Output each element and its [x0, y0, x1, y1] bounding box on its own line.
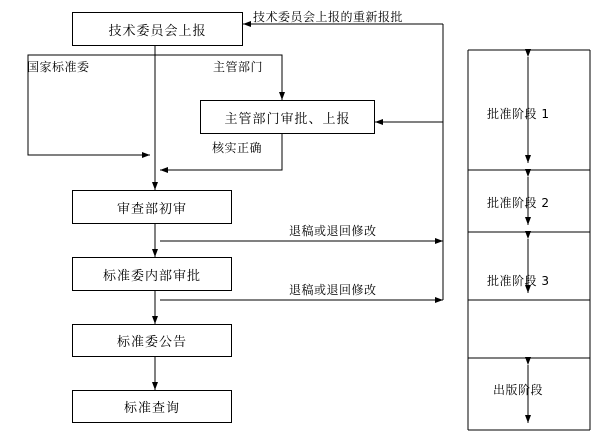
- edge-label-resubmission: 技术委员会上报的重新报批: [253, 10, 404, 24]
- node-label: 审查部初审: [116, 201, 187, 217]
- node-label: 技术委员会上报: [108, 23, 207, 39]
- node-label: 标准委内部审批: [102, 268, 201, 284]
- edge-label-reject-or-return-1: 退稿或退回修改: [289, 224, 377, 238]
- node-technical-committee-report[interactable]: [72, 12, 243, 46]
- edge-label-reject-or-return-2: 退稿或退回修改: [289, 283, 377, 297]
- stage-label-publication: 出版阶段: [493, 383, 544, 397]
- node-standards-committee-internal-approval[interactable]: [72, 257, 232, 291]
- node-standard-query[interactable]: [72, 390, 232, 423]
- edge-label-verified-correct: 核实正确: [212, 141, 263, 155]
- node-label: 主管部门审批、上报: [224, 111, 351, 127]
- stage-label-approval-2: 批准阶段 2: [487, 196, 550, 210]
- stage-label-approval-3: 批准阶段 3: [487, 274, 550, 288]
- node-label: 标准查询: [123, 401, 180, 416]
- node-standards-committee-announcement[interactable]: [72, 324, 232, 357]
- node-label: 标准委公告: [116, 335, 187, 350]
- stage-label-approval-1: 批准阶段 1: [487, 107, 550, 121]
- node-department-approval-report[interactable]: [200, 100, 375, 134]
- edge-label-competent-department: 主管部门: [213, 60, 264, 74]
- edge-label-national-standards-committee: 国家标准委: [27, 60, 90, 74]
- node-review-department-first-review[interactable]: [72, 190, 232, 224]
